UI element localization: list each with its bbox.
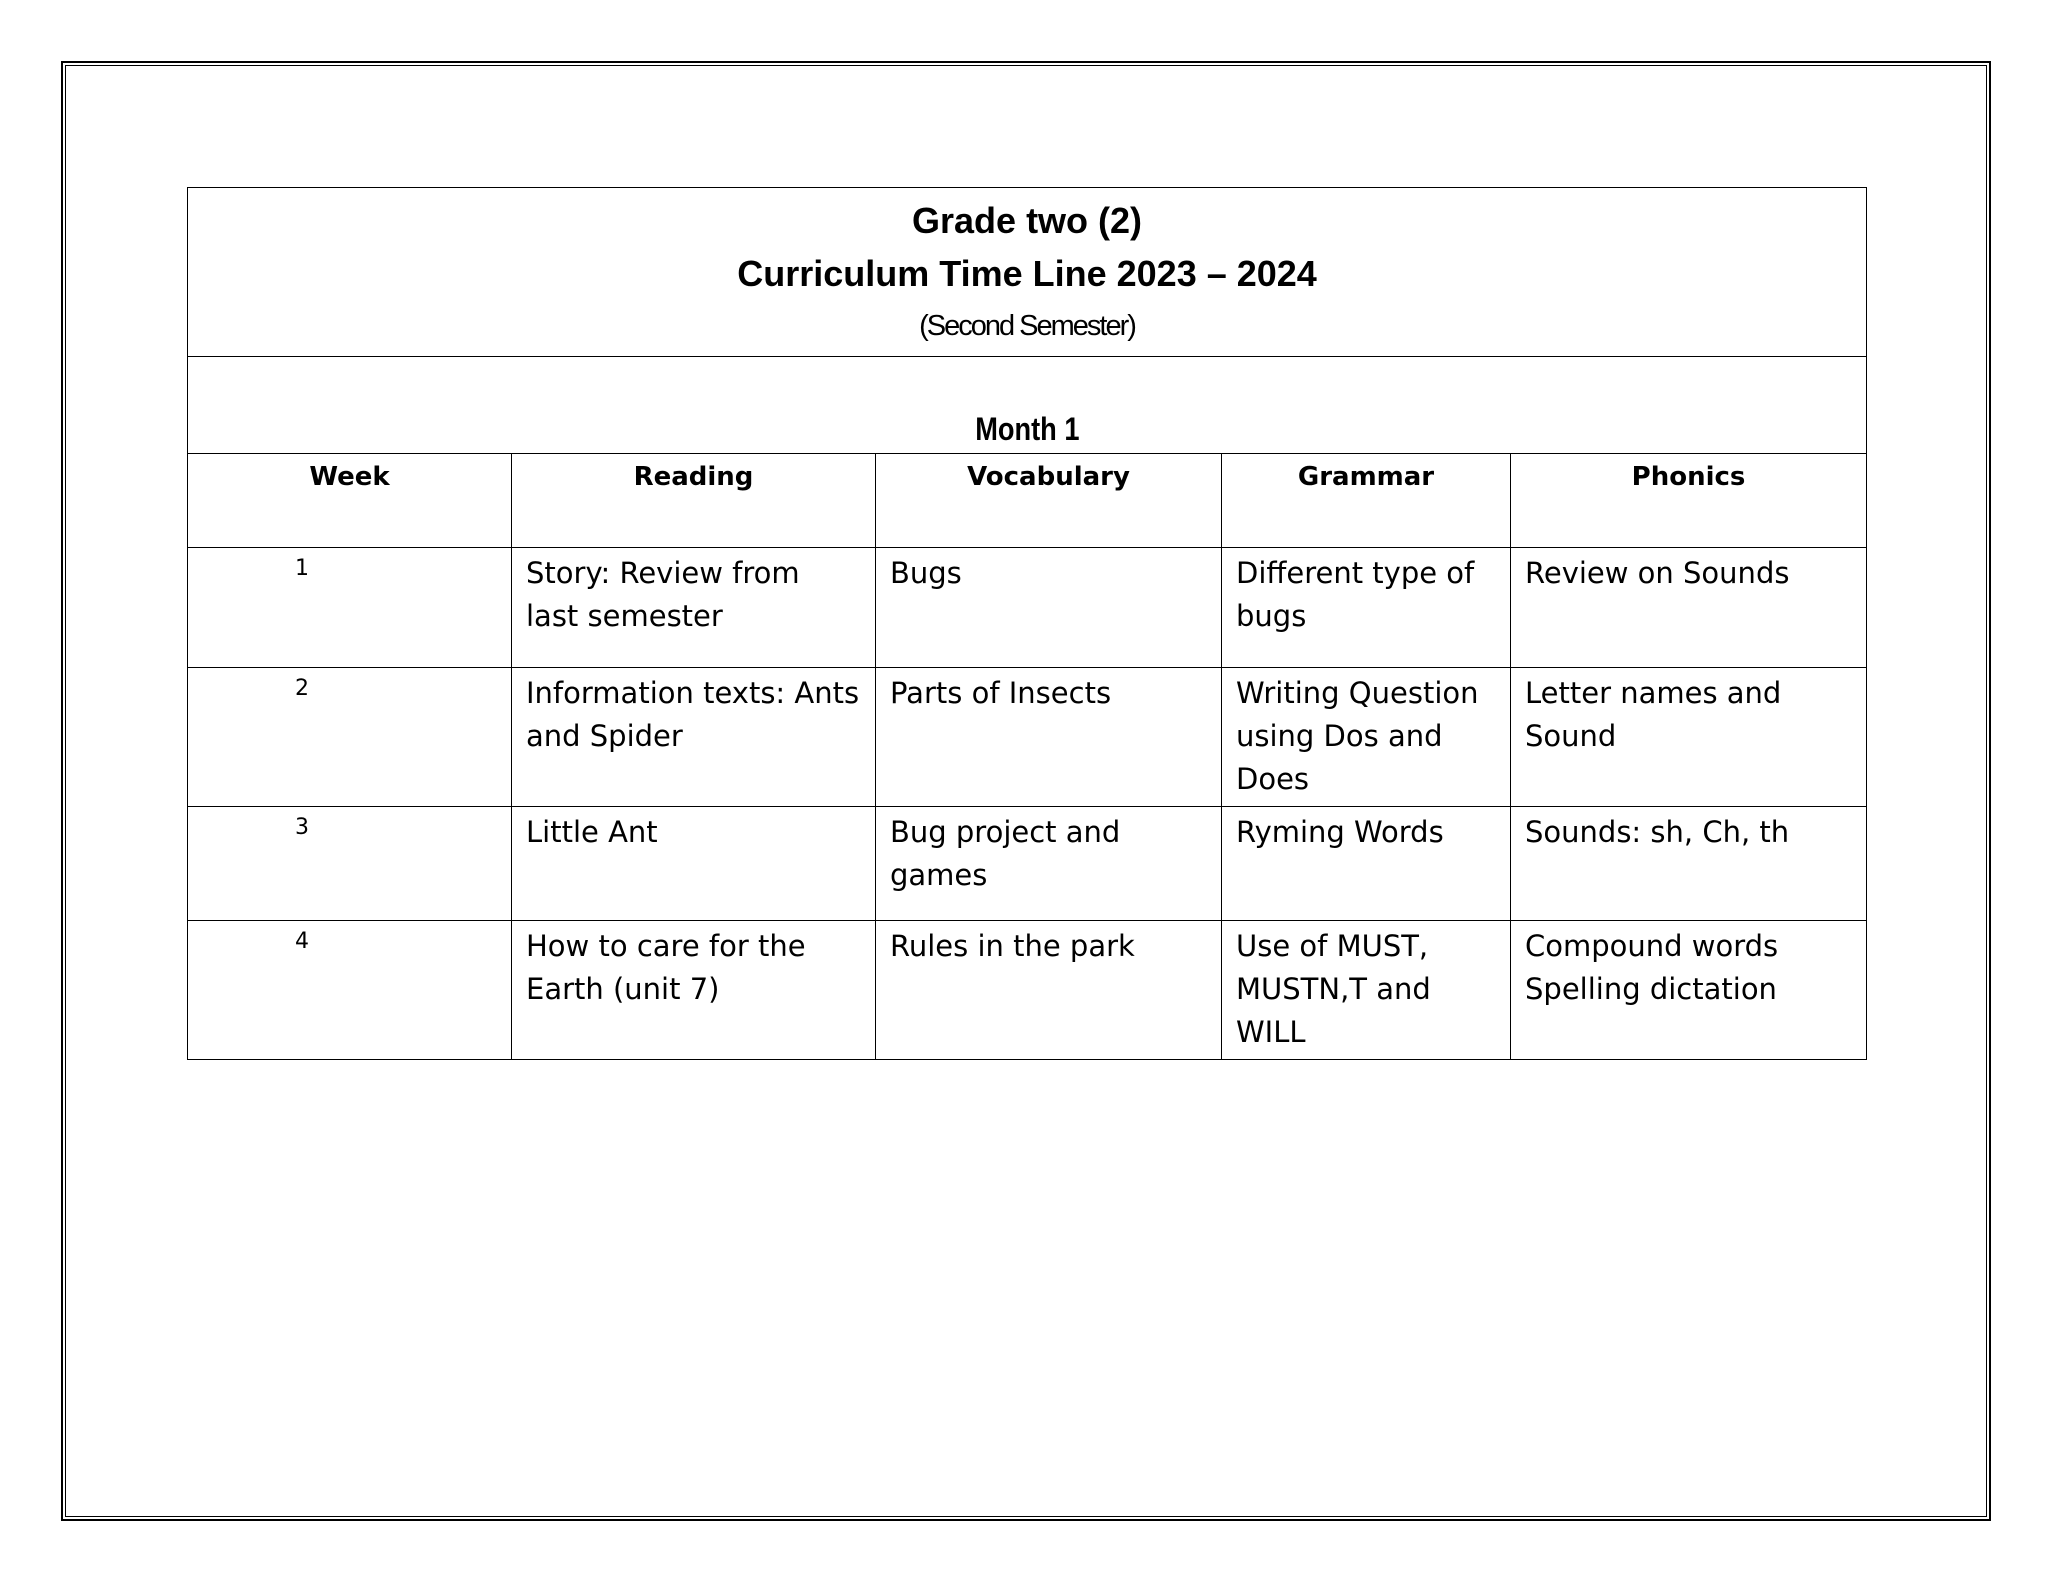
week-number: 4: [188, 921, 512, 1060]
phonics-cell: Review on Sounds: [1511, 548, 1867, 668]
phonics-cell: Sounds: sh, Ch, th: [1511, 807, 1867, 921]
grammar-cell: Writing Question using Dos and Does: [1222, 668, 1511, 807]
curriculum-title: Curriculum Time Line 2023 – 2024: [737, 253, 1317, 294]
semester-subtitle: (Second Semester): [919, 310, 1135, 342]
table-row: [188, 807, 1867, 921]
vocabulary-cell: Parts of Insects: [876, 668, 1222, 807]
column-header-week: Week: [188, 454, 512, 548]
vocabulary-cell: Rules in the park: [876, 921, 1222, 1060]
table-row: [188, 921, 1867, 1060]
table-row: [188, 548, 1867, 668]
phonics-cell: Compound words Spelling dictation: [1511, 921, 1867, 1060]
column-header-reading: Reading: [512, 454, 876, 548]
phonics-cell: Letter names and Sound: [1511, 668, 1867, 807]
column-header-grammar: Grammar: [1222, 454, 1511, 548]
reading-cell: Story: Review from last semester: [512, 548, 876, 668]
reading-cell: Information texts: Ants and Spider: [512, 668, 876, 807]
reading-cell: How to care for the Earth (unit 7): [512, 921, 876, 1060]
header-row: [188, 454, 1867, 548]
month-cell: [188, 357, 1867, 454]
vocabulary-cell: Bug project and games: [876, 807, 1222, 921]
week-number: 1: [188, 548, 512, 668]
grammar-cell: Use of MUST, MUSTN,T and WILL: [1222, 921, 1511, 1060]
title-cell: [188, 188, 1867, 357]
column-header-vocabulary: Vocabulary: [876, 454, 1222, 548]
reading-cell: Little Ant: [512, 807, 876, 921]
column-header-phonics: Phonics: [1511, 454, 1867, 548]
curriculum-table: [187, 187, 1867, 1060]
table-row: [188, 668, 1867, 807]
grammar-cell: Ryming Words: [1222, 807, 1511, 921]
grade-title: Grade two (2): [912, 200, 1143, 241]
vocabulary-cell: Bugs: [876, 548, 1222, 668]
week-number: 3: [188, 807, 512, 921]
grammar-cell: Different type of bugs: [1222, 548, 1511, 668]
month-label: Month 1: [974, 411, 1080, 447]
week-number: 2: [188, 668, 512, 807]
